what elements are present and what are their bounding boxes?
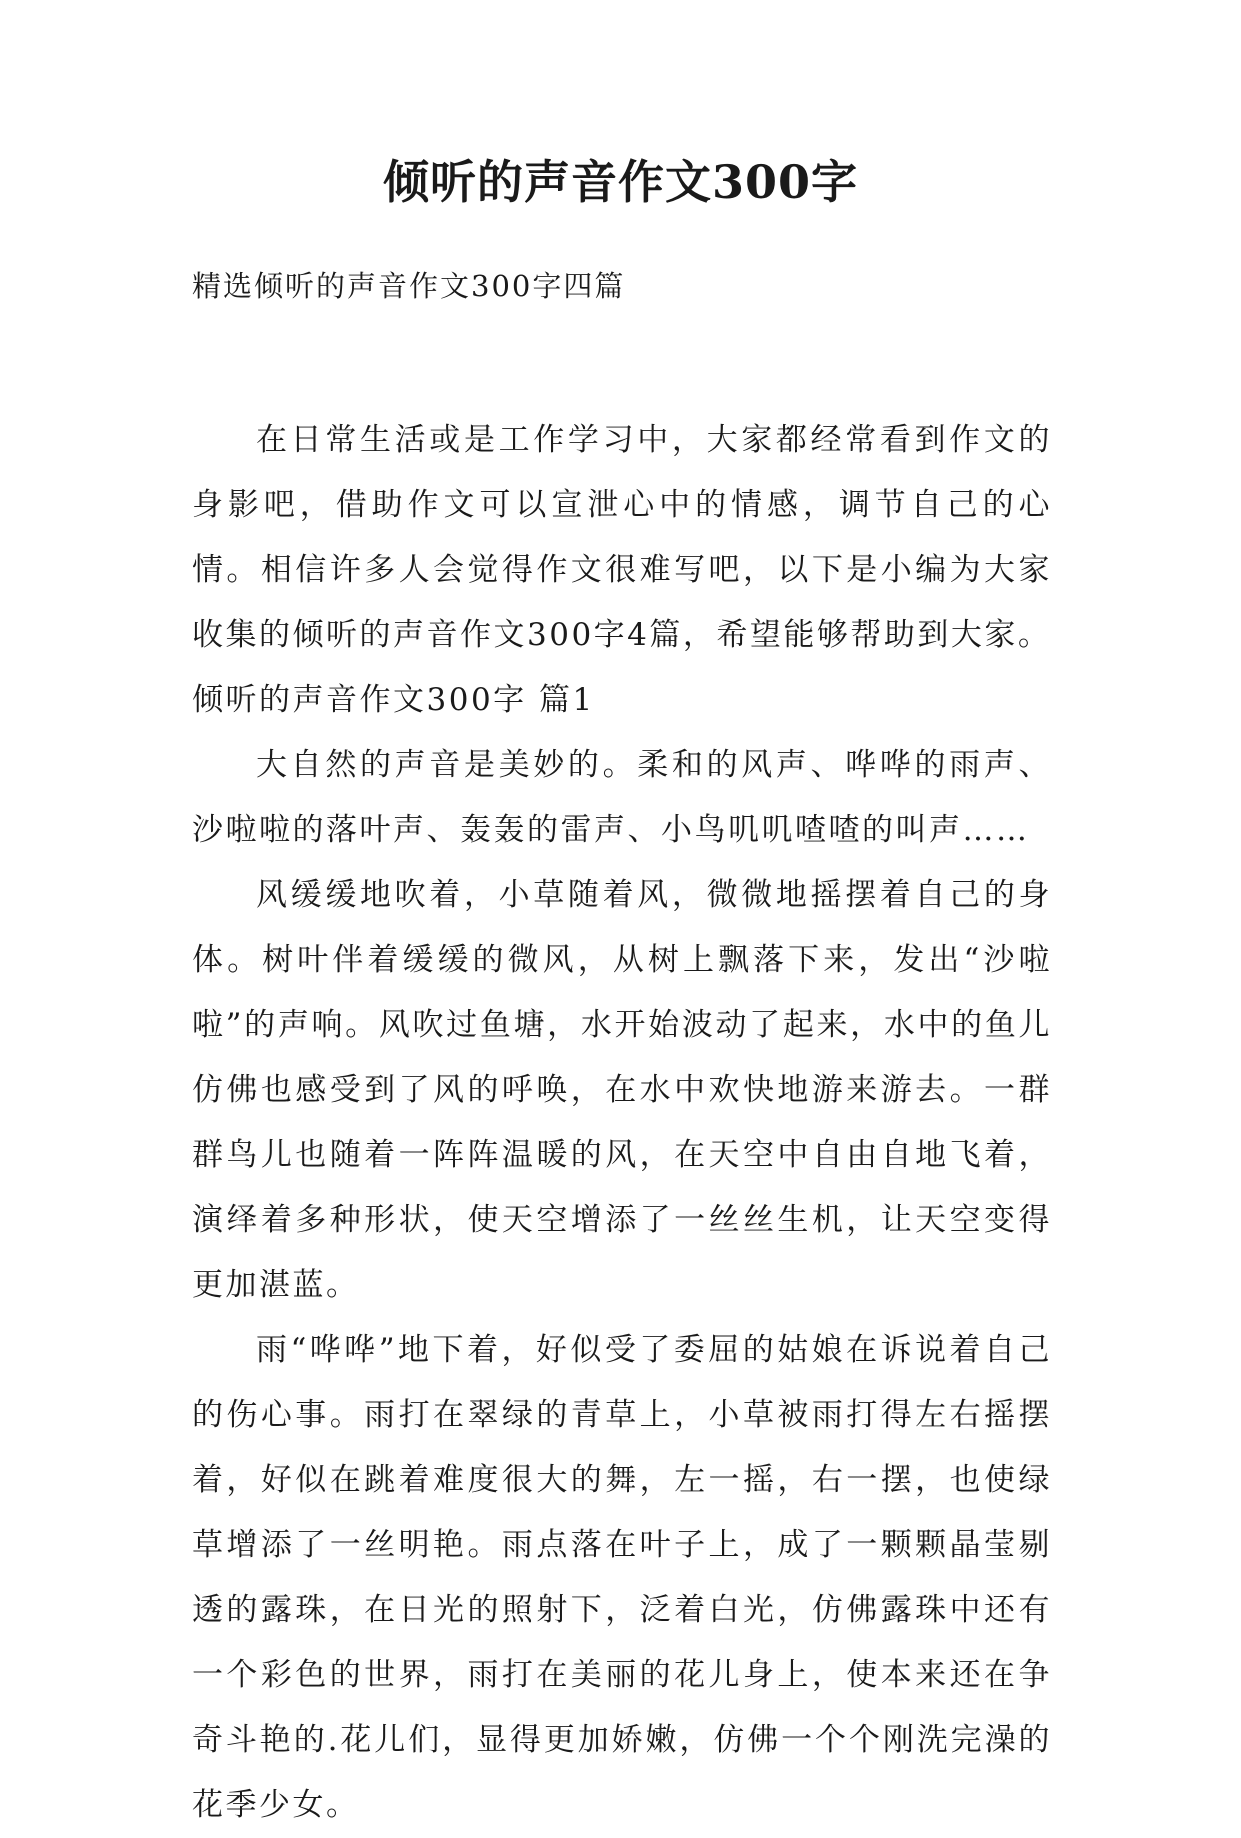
document-title: 倾听的声音作文300字 xyxy=(382,155,859,209)
body-paragraph: 雨“哗哗”地下着，好似受了委屈的姑娘在诉说着自己的伤心事。雨打在翠绿的青草上，小草被雨打得左右摇摆着，好似在跳着难度很大的舞，左一摇，右一摆，也使绿草增添了一丝明艳。雨点落在叶子上，成了一颗颗晶莹剔透的露珠，在日光的照射下，泛着白光，仿佛露珠中还有一个彩色的世界，雨打在美丽的花儿身上，使本来还在争奇斗艳的.花儿们，显得更加娇嫩，仿佛一个个刚洗完澡的花季少女。 xyxy=(192,1332,1052,1823)
body-paragraph: 大自然的声音是美妙的。柔和的风声、哗哗的雨声、沙啦啦的落叶声、轰轰的雷声、小鸟叽叽喳喳的叫声…… xyxy=(192,747,1052,848)
section-heading: 倾听的声音作文300字 篇1 xyxy=(192,682,595,718)
body-paragraph: 风缓缓地吹着，小草随着风，微微地摇摆着自己的身体。树叶伴着缓缓的微风，从树上飘落下来，发出“沙啦啦”的声响。风吹过鱼塘，水开始波动了起来，水中的鱼儿仿佛也感受到了风的呼唤，在水中欢快地游来游去。一群群鸟儿也随着一阵阵温暖的风，在天空中自由自地飞着，演绎着多种形状，使天空增添了一丝丝生机，让天空变得更加湛蓝。 xyxy=(192,877,1052,1303)
document-subtitle: 精选倾听的声音作文300字四篇 xyxy=(192,269,626,303)
document-body xyxy=(192,408,1052,1838)
intro-paragraph: 在日常生活或是工作学习中，大家都经常看到作文的身影吧，借助作文可以宣泄心中的情感，调节自己的心情。相信许多人会觉得作文很难写吧，以下是小编为大家收集的倾听的声音作文300字4篇，希望能够帮助到大家。 xyxy=(192,422,1052,653)
